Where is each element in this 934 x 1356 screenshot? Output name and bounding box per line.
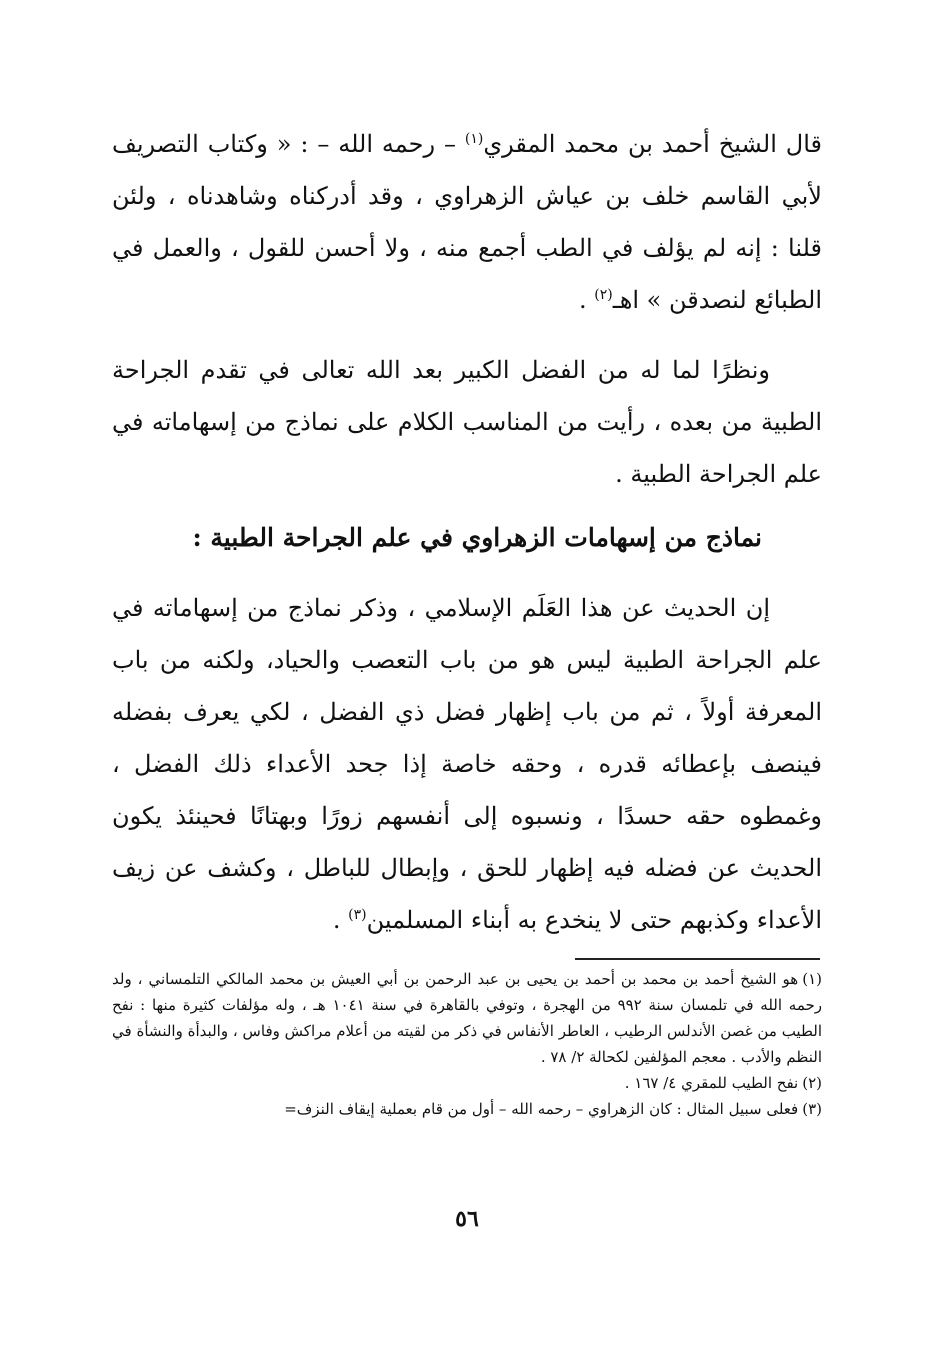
footnote-2: [112, 1070, 822, 1096]
paragraph-3-end: .: [332, 906, 349, 934]
paragraph-3-text: إن الحديث عن هذا العَلَم الإسلامي ، وذكر نماذج من إسهاماته في علم الجراحة الطبية ليس هو من باب التعصب والحياد، ولكنه من باب المعرفة أولاً ، ثم من باب إظهار فضل ذي الفضل ، لكي يعرف بفضله فينصف بإعطائه قدره ، وحقه خاصة إذا جحد الأعداء ذلك الفضل ، وغمطوه حقه حسدًا ، ونسبوه إلى أنفسهم زورًا وبهتانًا فحينئذ يكون الحديث عن فضله فيه إظهار للحق ، وإبطال للباطل ، وكشف عن زيف الأعداء وكذبهم حتى لا ينخدع به أبناء المسلمين: [112, 594, 822, 934]
footnote-3: [112, 1096, 822, 1122]
footnote-ref-1: (١): [464, 131, 484, 147]
footnote-1-text: هو الشيخ أحمد بن محمد بن أحمد بن يحيى بن عبد الرحمن بن أبي العيش بن محمد المالكي التلمساني ، ولد رحمه الله في تلمسان سنة ٩٩٢ من الهجرة ، وتوفي بالقاهرة في سنة ١٠٤١ هـ ، وله مؤلفات كثيرة منها : نفح الطيب من غصن الأندلس الرطيب ، العاطر الأنفاس في ذكر من لقيته من أعلام مراكش وفاس ، والبدأة والنشأة في النظم والأدب . معجم المؤلفين لكحالة ٢/ ٧٨ .: [112, 970, 823, 1066]
paragraph-2: [112, 344, 822, 500]
footnote-1-number: (١): [802, 970, 822, 988]
footnote-1: [112, 966, 822, 1070]
footnote-ref-2: (٢): [594, 287, 613, 303]
footnotes: [112, 966, 822, 1122]
footnote-ref-3: (٣): [348, 907, 367, 923]
footnote-3-text: فعلى سبيل المثال : كان الزهراوي – رحمه الله – أول من قام بعملية إيقاف النزف=: [284, 1100, 799, 1118]
footnote-divider: [575, 958, 820, 960]
paragraph-1-end: .: [578, 286, 595, 314]
paragraph-1-body: – رحمه الله – : « وكتاب التصريف لأبي القاسم خلف بن عياش الزهراوي ، وقد أدركناه وشاهدناه ، ولئن قلنا : إنه لم يؤلف في الطب أجمع منه ، ولا أحسن للقول ، والعمل في الطبائع لنصدقن » اهـ: [112, 130, 822, 314]
paragraph-2-text: ونظرًا لما له من الفضل الكبير بعد الله تعالى في تقدم الجراحة الطبية من بعده ، رأيت من المناسب الكلام على نماذج من إسهاماته في علم الجراحة الطبية .: [112, 356, 822, 488]
footnote-2-text: نفح الطيب للمقري ٤/ ١٦٧ .: [624, 1074, 799, 1092]
paragraph-3: [112, 582, 822, 946]
page-number: ٥٦: [455, 1206, 479, 1232]
paragraph-1-start: قال الشيخ أحمد بن محمد المقري: [483, 130, 822, 158]
paragraph-1: [112, 118, 822, 326]
footnote-3-number: (٣): [802, 1100, 822, 1118]
section-heading: نماذج من إسهامات الزهراوي في علم الجراحة الطبية :: [192, 523, 762, 552]
footnote-2-number: (٢): [802, 1074, 822, 1092]
